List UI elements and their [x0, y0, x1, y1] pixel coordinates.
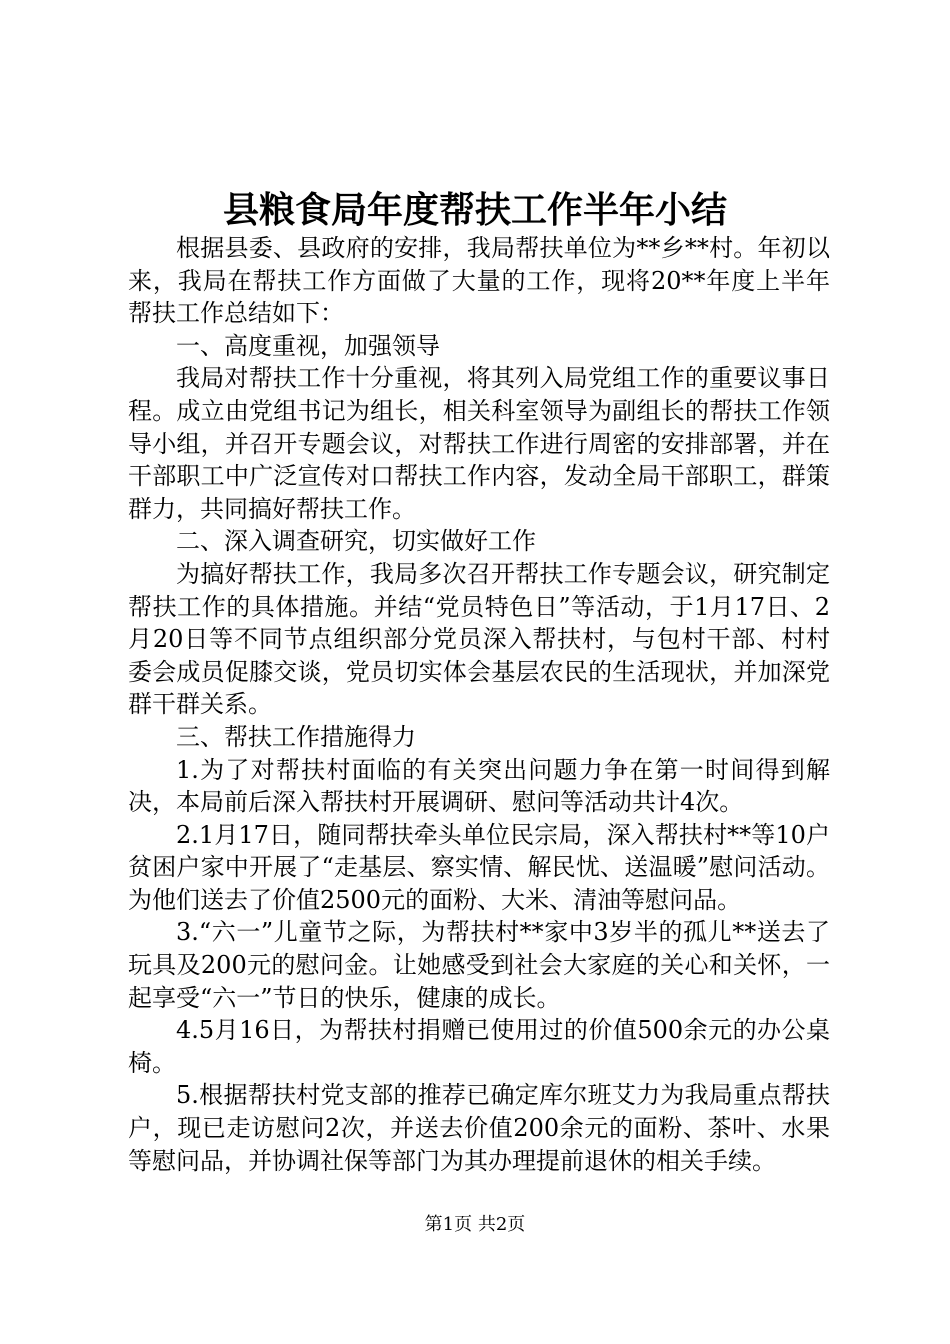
section-1-paragraph: 我局对帮扶工作十分重视，将其列入局党组工作的重要议事日程。成立由党组书记为组长，相关科室领导为副组长的帮扶工作领导小组，并召开专题会议，对帮扶工作进行周密的安排部署，并在干部职工中广泛宣传对口帮扶工作内容，发动全局干部职工，群策群力，共同搞好帮扶工作。: [128, 364, 830, 523]
document-body: [128, 232, 830, 1177]
section-heading-1: 一、高度重视，加强领导: [176, 331, 440, 360]
measure-item-1: 1.为了对帮扶村面临的有关突出问题力争在第一时间得到解决，本局前后深入帮扶村开展调研、慰问等活动共计4次。: [128, 755, 830, 817]
measure-item-5: 5.根据帮扶村党支部的推荐已确定库尔班艾力为我局重点帮扶户，现已走访慰问2次，并送去价值200余元的面粉、茶叶、水果等慰问品，并协调社保等部门为其办理提前退休的相关手续。: [128, 1081, 830, 1175]
document-title: 县粮食局年度帮扶工作半年小结: [222, 189, 727, 231]
section-heading-3: 三、帮扶工作措施得力: [176, 722, 416, 751]
intro-paragraph: 根据县委、县政府的安排，我局帮扶单位为**乡**村。年初以来，我局在帮扶工作方面做了大量的工作，现将20**年度上半年帮扶工作总结如下：: [128, 234, 830, 328]
section-2-paragraph: 为搞好帮扶工作，我局多次召开帮扶工作专题会议，研究制定帮扶工作的具体措施。并结“党员特色日”等活动，于1月17日、2月20日等不同节点组织部分党员深入帮扶村，与包村干部、村村委会成员促膝交谈，党员切实体会基层农民的生活现状，并加深党群干群关系。: [128, 559, 830, 719]
page-number-footer: 第1页 共2页: [424, 1214, 526, 1235]
section-heading-2: 二、深入调查研究，切实做好工作: [176, 527, 536, 556]
measure-item-2: 2.1月17日，随同帮扶牵头单位民宗局，深入帮扶村**等10户贫困户家中开展了“走基层、察实情、解民忧、送温暖”慰问活动。为他们送去了价值2500元的面粉、大米、清油等慰问品。: [128, 820, 830, 914]
measure-item-3: 3.“六一”儿童节之际，为帮扶村**家中3岁半的孤儿**送去了玩具及200元的慰问金。让她感受到社会大家庭的关心和关怀，一起享受“六一”节日的快乐，健康的成长。: [128, 918, 830, 1012]
measure-item-4: 4.5月16日，为帮扶村捐赠已使用过的价值500余元的办公桌椅。: [128, 1016, 830, 1077]
